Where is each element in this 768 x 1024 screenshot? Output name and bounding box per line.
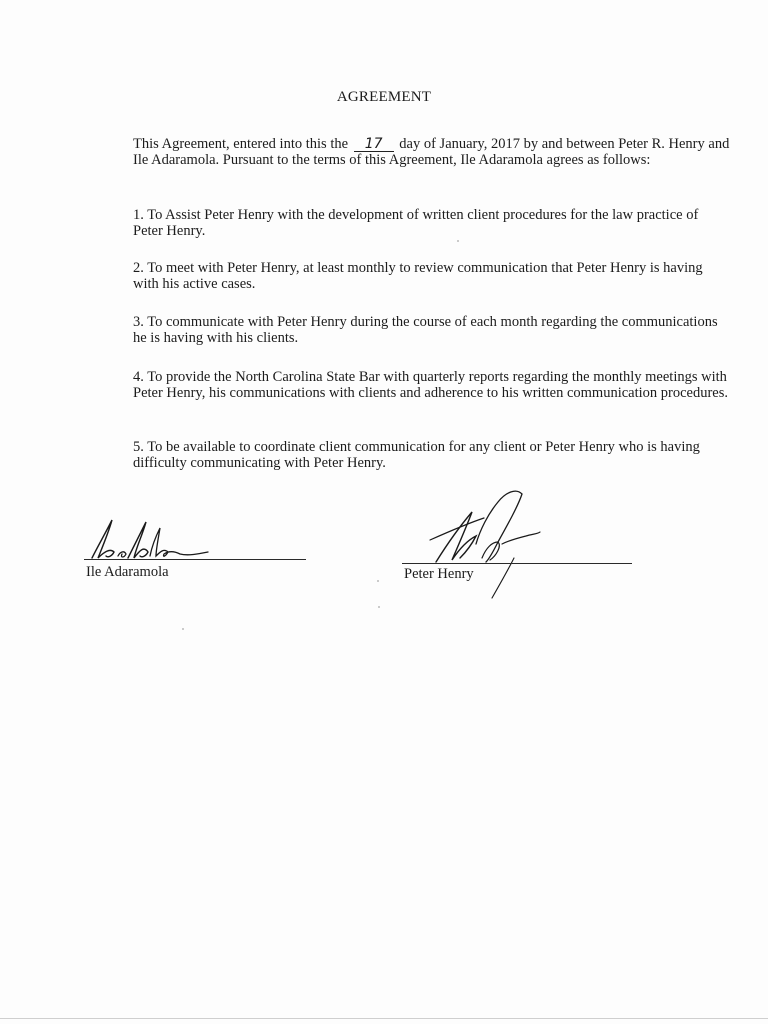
item-text: To Assist Peter Henry with the development of written client procedures for the law practice of Peter Henry. xyxy=(133,207,699,239)
signature-line-left xyxy=(84,559,306,560)
list-item xyxy=(85,207,731,239)
scan-speck xyxy=(457,240,459,242)
intro-before-day: This Agreement, entered into this the xyxy=(133,136,349,152)
list-item xyxy=(85,314,731,346)
intro-after-day: day of January, 2017 by and between Peter R. Henry and Ile Adaramola. Pursuant to the terms of this Agreement, Ile Adaramola agrees as follows: xyxy=(133,136,730,168)
day-field: 17 xyxy=(354,137,394,152)
list-item xyxy=(85,369,731,401)
signature-line-right xyxy=(402,563,632,564)
signature-ile-adaramola xyxy=(84,512,224,564)
document-title: AGREEMENT xyxy=(336,89,432,105)
list-item xyxy=(85,439,731,471)
item-number: 1. xyxy=(133,207,144,223)
signatory-name-left: Ile Adaramola xyxy=(86,564,169,580)
signatory-name-right: Peter Henry xyxy=(404,566,474,582)
scan-speck xyxy=(182,628,184,630)
page-edge-line xyxy=(0,1018,768,1019)
item-text: To meet with Peter Henry, at least monthly to review communication that Peter Henry is having with his active cases. xyxy=(133,260,703,292)
item-number: 3. xyxy=(133,314,144,330)
signature-peter-henry xyxy=(426,484,546,602)
item-number: 4. xyxy=(133,369,144,385)
item-text: To communicate with Peter Henry during the course of each month regarding the communications he is having with his clients. xyxy=(133,314,718,346)
scan-speck xyxy=(377,580,379,582)
item-number: 2. xyxy=(133,260,144,276)
list-item xyxy=(85,260,731,292)
intro-paragraph xyxy=(85,136,731,168)
item-number: 5. xyxy=(133,439,144,455)
scan-speck xyxy=(378,606,380,608)
item-text: To provide the North Carolina State Bar with quarterly reports regarding the monthly meetings with Peter Henry, his communications with clients and adherence to his written communication procedures. xyxy=(133,369,729,401)
item-text: To be available to coordinate client communication for any client or Peter Henry who is having difficulty communicating with Peter Henry. xyxy=(133,439,700,471)
